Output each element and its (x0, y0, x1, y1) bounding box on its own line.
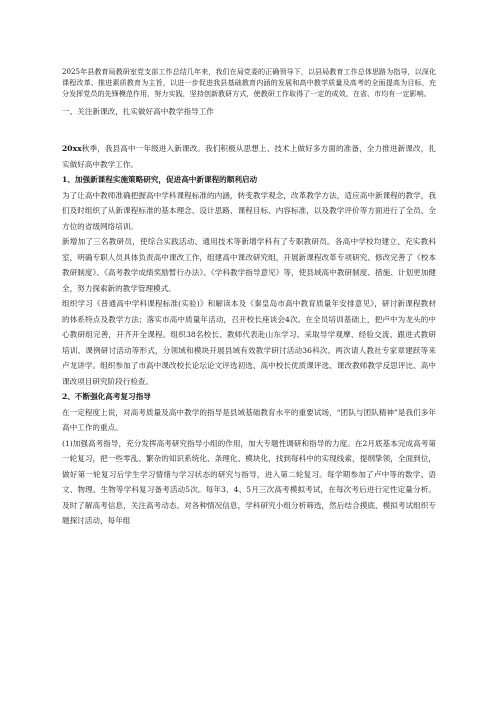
year-label: 20xx (62, 144, 82, 153)
intro-paragraph: 2025年县教育局教研室党支部工作总结几年来，我们在局党委的正确领导下，以县局教育工作总体思路为指导，以深化课程改革、推进素质教育为主旨，以进一步促进我县基础教育内涵的发展和高中教学质量及高考的全面提高为目标，充分发挥党员的先锋模范作用，努力实践，坚持创新教研方式，使教研工作取得了一定的成效，在省、市均有一定影响。 (62, 67, 436, 98)
section-heading-1: 一、关注新课改，扎实做好高中教学指导工作 (62, 107, 214, 116)
paragraph-exam-guidance: (1)加强高考指导，充分发挥高考研究指导小组的作用，加大专题性调研和指导的力度。在2月底基本完成高考第一轮复习，把一些零乱、繁杂的知识系统化、条理化、模块化，找到每科中的实现线索，提纲挚领，全面到位，做好第一轮复习后学生学习情绪与学习状态的研究与指导，进入第二轮复习。每学期参加了卢中等的数学、语文、物理、生物等学科复习备考活动5次。每年3、4、5月三次高考模拟考试，在每次考后进行定性定量分析。及时了解高考信息，关注高考动态。对各种情况信息，学科研究小组分析筛选，然后结合摸底、模拟考试组织专题探讨活动，每年组 (62, 438, 436, 525)
paragraph-autumn (62, 141, 436, 172)
paragraph-staffing: 新增加了三名教研员，使综合实践活动、通用技术等新增学科有了专职教研员。各高中学校均建立、充实教科室，明确专职人员具体负责高中课改工作，组建高中课改研究组，开展新课程改革专项研究、修改完善了《校本教研制度》、《高考教学成绩奖励暂行办法》、《学科教学指导意见》等，使县域高中教研制度、措施、计划更加健全，努力探索新的教学管理模式。 (62, 237, 436, 293)
paragraph-study: 组织学习《普通高中学科课程标准(实验)》和解读本及《秦皇岛市高中教育质量年安排意见》，研讨新课程教材的体系特点及教学方法；落实市高中质量年活动，召开校长座谈会4次。在全员培训基础上，把卢中为龙头的中心教研组完善，开齐开全课程。组织38名校长、教师代表赴山东学习。采取导学观摩、经验交流、跟进式教研培训、课例研讨活动等形式，分领域和模块开展县域有效教学研讨活动36科次。两次请人教社专家章建跃等来卢龙讲学。组织参加了市高中课改校长论坛论文评选初选、高中校长优质课评选、课改教师教学反思评比、高中课改项目研究阶段行检查。 (62, 299, 436, 386)
subheading-2: 2、不断强化高考复习指导 (62, 392, 151, 401)
paragraph-exam-quality: 在一定程度上说，对高考质量及高中教学的指导是县域基础教育水平的重要试场，“团队与团队精神”是我们多年高中工作的重点。 (62, 407, 436, 432)
document-page (62, 66, 436, 529)
paragraph-training: 为了让高中教师准确把握高中学科课程标准的内涵，转变教学观念，改革教学方法，适应高中新课程的教学，我们及时组织了从新课程标准的基本理念、设计思路、课程目标、内容标准，以及教学评价等方面进行了全员、全方位的省级网络培训。 (62, 190, 436, 231)
subheading-1: 1、加强新课程实施策略研究，促进高中新课程的顺利启动 (62, 175, 258, 184)
paragraph-autumn-text: 秋季，我县高中一年级进入新课改。我们积极从思想上、技术上做好多方面的准备，全力推进新课改，扎实做好高中教学工作。 (62, 144, 436, 169)
